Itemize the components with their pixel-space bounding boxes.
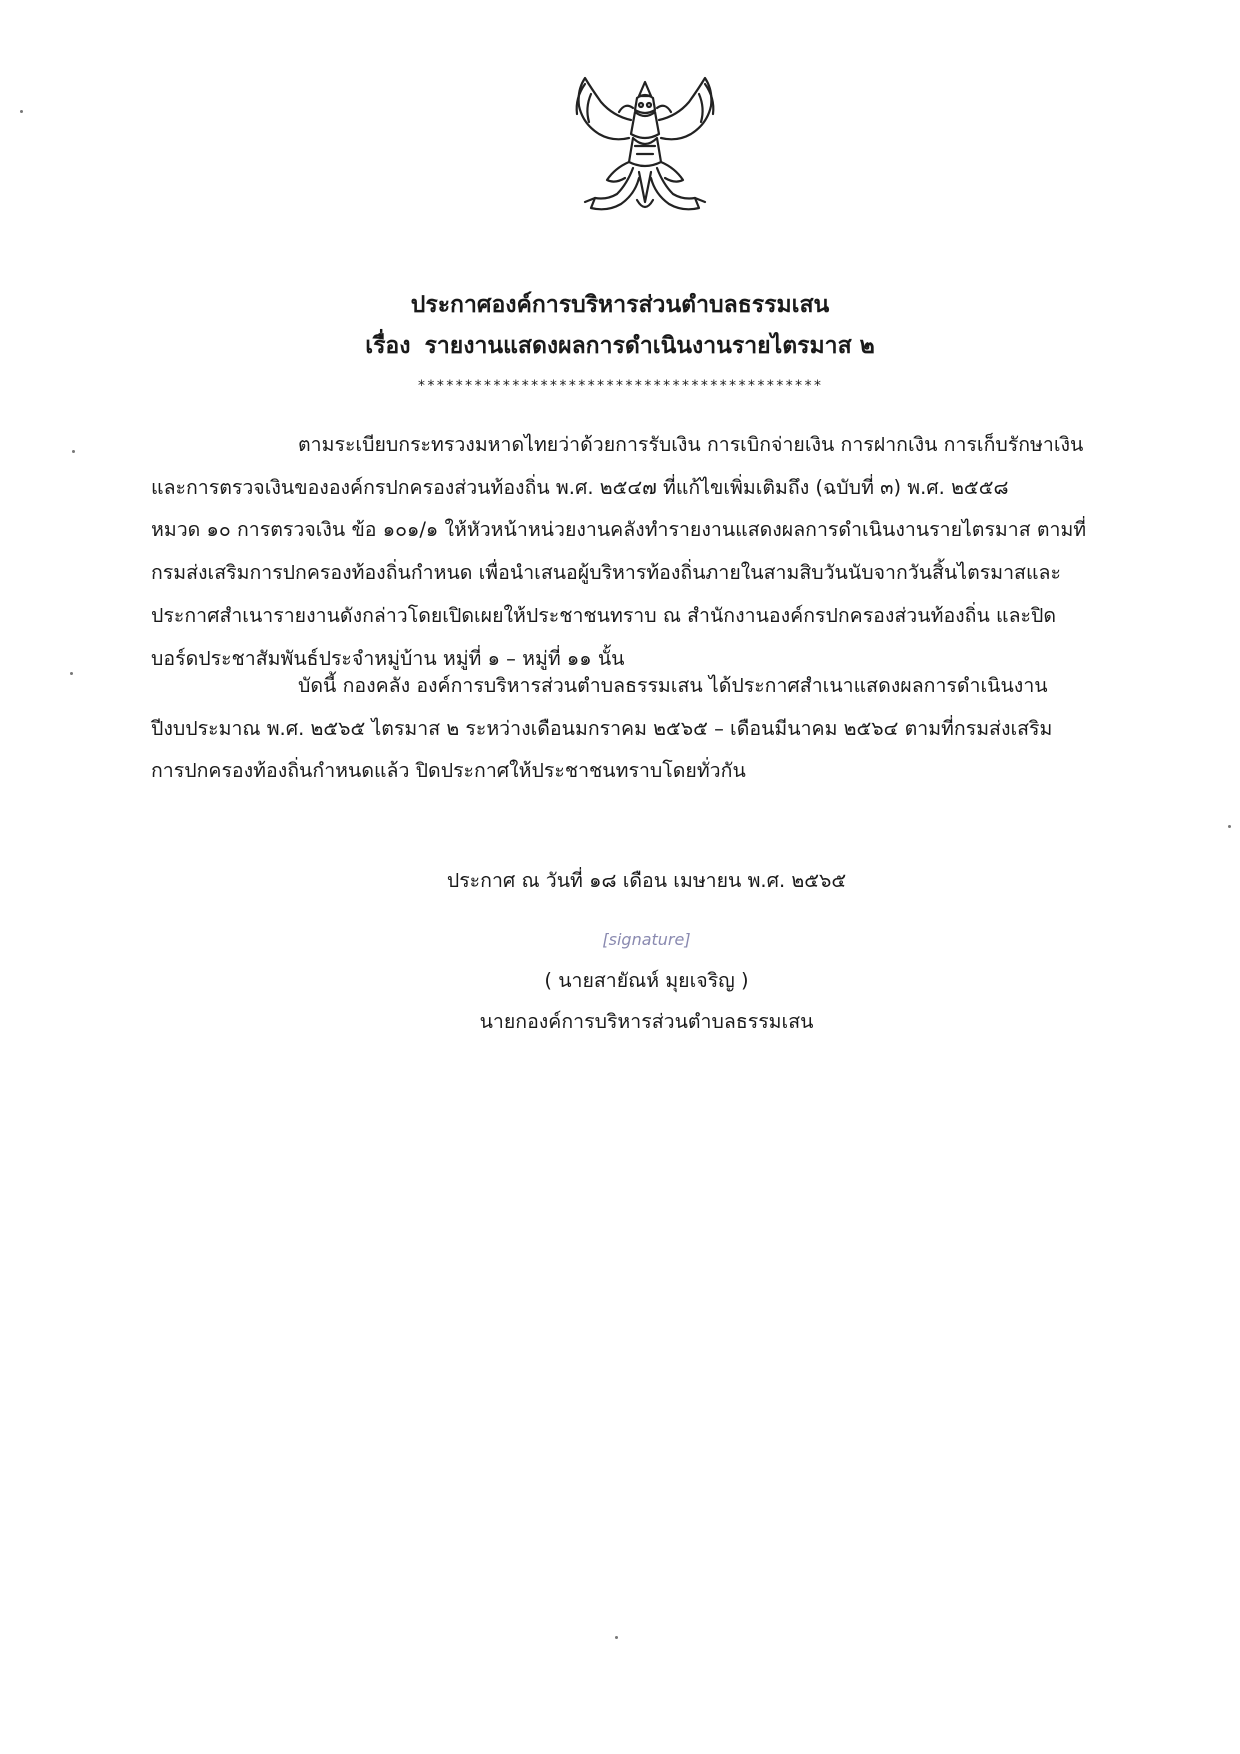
subject-text: รายงานแสดงผลการดำเนินงานรายไตรมาส ๒	[424, 333, 875, 359]
scan-speck	[72, 450, 75, 453]
paragraph-line: ตามระเบียบกระทรวงมหาดไทยว่าด้วยการรับเงิน การเบิกจ่ายเงิน การฝากเงิน การเก็บรักษาเงิน	[298, 433, 1084, 456]
scan-speck	[20, 110, 23, 113]
paragraph-line: กรมส่งเสริมการปกครองท้องถิ่นกำหนด เพื่อนำเสนอผู้บริหารท้องถิ่นภายในสามสิบวันนับจากวันสิ้นไตรมาสและ	[151, 561, 1061, 585]
announcement-title: ประกาศองค์การบริหารส่วนตำบลธรรมเสน	[410, 292, 830, 318]
announcement-subject	[0, 328, 1240, 364]
signer-title: นายกองค์การบริหารส่วนตำบลธรรมเสน	[479, 1010, 814, 1033]
subject-label: เรื่อง	[365, 333, 411, 359]
announcement-date: ประกาศ ณ วันที่ ๑๘ เดือน เมษายน พ.ศ. ๒๕๖๕	[446, 869, 847, 892]
paragraph-line: ประกาศสำเนารายงานดังกล่าวโดยเปิดเผยให้ประชาชนทราบ ณ สำนักงานองค์กรปกครองส่วนท้องถิ่น และปิด	[151, 603, 1057, 627]
paragraph-line: บัดนี้ กองคลัง องค์การบริหารส่วนตำบลธรรมเสน ได้ประกาศสำเนาแสดงผลการดำเนินงาน	[298, 674, 1048, 697]
separator: *******************************************	[417, 378, 823, 394]
scan-speck	[1228, 825, 1231, 828]
signer-name: ( นายสายัณห์ มุยเจริญ )	[544, 969, 749, 992]
scan-speck	[70, 672, 73, 675]
paragraph-line: ปีงบประมาณ พ.ศ. ๒๕๖๕ ไตรมาส ๒ ระหว่างเดือนมกราคม ๒๕๖๕ – เดือนมีนาคม ๒๕๖๔ ตามที่กรมส่งเสริม	[151, 716, 1053, 740]
body-paragraph-2	[151, 665, 1146, 793]
paragraph-line: หมวด ๑๐ การตรวจเงิน ข้อ ๑๐๑/๑ ให้หัวหน้าหน่วยงานคลังทำรายงานแสดงผลการดำเนินงานรายไตรมาส ตามที่	[151, 518, 1087, 542]
paragraph-line: และการตรวจเงินขององค์กรปกครองส่วนท้องถิ่น พ.ศ. ๒๕๔๗ ที่แก้ไขเพิ่มเติมถึง (ฉบับที่ ๓) พ.ศ. ๒๕๕๘	[151, 475, 1009, 499]
scan-speck	[615, 1636, 618, 1639]
signature-placeholder: [signature]	[602, 930, 691, 949]
paragraph-line: บอร์ดประชาสัมพันธ์ประจำหมู่บ้าน หมู่ที่ ๑ – หมู่ที่ ๑๑ นั้น	[151, 646, 625, 670]
body-paragraph-1	[151, 424, 1146, 680]
garuda-emblem-icon	[555, 72, 735, 224]
paragraph-line: การปกครองท้องถิ่นกำหนดแล้ว ปิดประกาศให้ประชาชนทราบโดยทั่วกัน	[151, 759, 746, 783]
